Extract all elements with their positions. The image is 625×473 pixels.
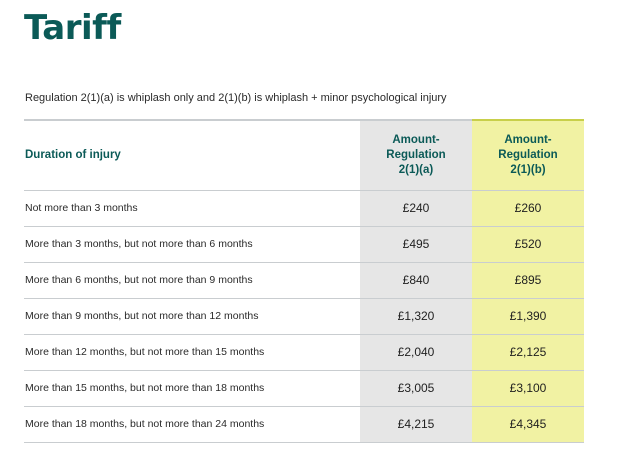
row-amount-a: £840	[360, 262, 472, 298]
row-amount-b: £1,390	[472, 298, 584, 334]
row-duration: More than 12 months, but not more than 15 months	[24, 334, 360, 370]
header-amount-2-1-b	[472, 120, 584, 190]
table-row	[24, 226, 584, 262]
row-amount-a: £4,215	[360, 406, 472, 442]
table-row	[24, 262, 584, 298]
row-duration: More than 9 months, but not more than 12 months	[24, 298, 360, 334]
row-amount-a: £1,320	[360, 298, 472, 334]
row-amount-b: £3,100	[472, 370, 584, 406]
row-amount-b: £2,125	[472, 334, 584, 370]
row-amount-a: £495	[360, 226, 472, 262]
header-amount-a-line: Regulation	[386, 148, 446, 161]
row-amount-b: £895	[472, 262, 584, 298]
row-duration: More than 15 months, but not more than 18 months	[24, 370, 360, 406]
row-amount-b: £260	[472, 190, 584, 226]
row-duration: Not more than 3 months	[24, 190, 360, 226]
row-amount-a: £3,005	[360, 370, 472, 406]
table-row	[24, 406, 584, 442]
row-duration: More than 18 months, but not more than 24 months	[24, 406, 360, 442]
table-row	[24, 298, 584, 334]
table-row	[24, 370, 584, 406]
table-header-row	[24, 120, 584, 190]
page-title: Tariff	[24, 8, 121, 48]
table-row	[24, 190, 584, 226]
row-duration: More than 6 months, but not more than 9 months	[24, 262, 360, 298]
header-amount-a-line: Amount-	[392, 133, 440, 146]
tariff-table	[24, 119, 584, 443]
intro-text: Regulation 2(1)(a) is whiplash only and 2(1)(b) is whiplash + minor psychological injury	[25, 92, 447, 104]
table-row	[24, 334, 584, 370]
header-amount-b-line: Amount-	[504, 133, 552, 146]
header-amount-2-1-a	[360, 120, 472, 190]
header-amount-b-line: 2(1)(b)	[510, 163, 546, 176]
row-amount-a: £2,040	[360, 334, 472, 370]
header-duration: Duration of injury	[24, 120, 360, 190]
header-amount-a-line: 2(1)(a)	[398, 163, 434, 176]
row-duration: More than 3 months, but not more than 6 months	[24, 226, 360, 262]
row-amount-a: £240	[360, 190, 472, 226]
header-amount-b-line: Regulation	[498, 148, 558, 161]
row-amount-b: £520	[472, 226, 584, 262]
row-amount-b: £4,345	[472, 406, 584, 442]
